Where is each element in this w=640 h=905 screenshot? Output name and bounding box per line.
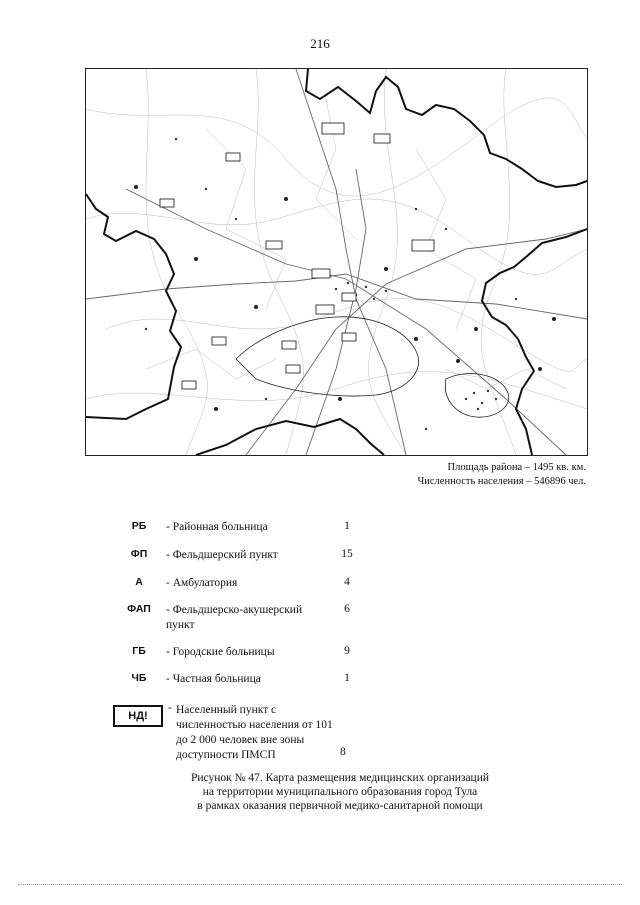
nd-count: 8	[340, 746, 346, 758]
legend-count: 15	[341, 548, 353, 560]
legend-abbreviation: ГБ	[132, 645, 146, 657]
legend-count: 1	[344, 672, 350, 684]
legend-count: 4	[344, 576, 350, 588]
map-drawing	[86, 69, 587, 455]
legend-item	[0, 603, 640, 635]
caption-line: на территории муниципального образования город Тула	[202, 786, 478, 798]
page-bottom-edge	[18, 884, 622, 886]
district-map	[85, 68, 588, 456]
legend-description: - Частная больница	[166, 673, 261, 685]
legend-count: 6	[344, 603, 350, 615]
legend-description: - Городские больницы	[166, 646, 275, 658]
figure-caption	[140, 771, 540, 813]
legend-count: 9	[344, 645, 350, 657]
legend-abbreviation: А	[135, 576, 143, 588]
legend-description: - Фельдшерский пункт	[166, 549, 278, 561]
page-number: 216	[310, 36, 330, 51]
legend-abbreviation: ФАП	[127, 603, 151, 615]
nd-symbol: НД!	[113, 705, 163, 727]
legend-item	[0, 576, 640, 596]
legend-abbreviation: ФП	[130, 548, 148, 560]
caption-line: в рамках оказания первичной медико-санитарной помощи	[197, 800, 483, 812]
legend-abbreviation: ЧБ	[131, 672, 147, 684]
nd-dash: -	[168, 702, 172, 714]
nd-description: Населенный пункт с численностью населения от 101 до 2 000 человек вне зоны доступности ПМСП	[176, 704, 333, 761]
legend-description: - Амбулатория	[166, 577, 238, 589]
legend-item	[0, 520, 640, 540]
legend-description: - Фельдшерско-акушерский пункт	[166, 604, 303, 631]
district-population: Численность населения – 546896 чел.	[417, 476, 586, 487]
legend-item	[0, 672, 640, 692]
legend-item	[0, 548, 640, 568]
legend-item	[0, 645, 640, 665]
legend-count: 1	[344, 520, 350, 532]
legend-abbreviation: РБ	[131, 520, 147, 532]
caption-line: Рисунок № 47. Карта размещения медицинских организаций	[190, 772, 490, 784]
district-area: Площадь района – 1495 кв. км.	[447, 462, 586, 473]
legend-description: - Районная больница	[166, 521, 268, 533]
